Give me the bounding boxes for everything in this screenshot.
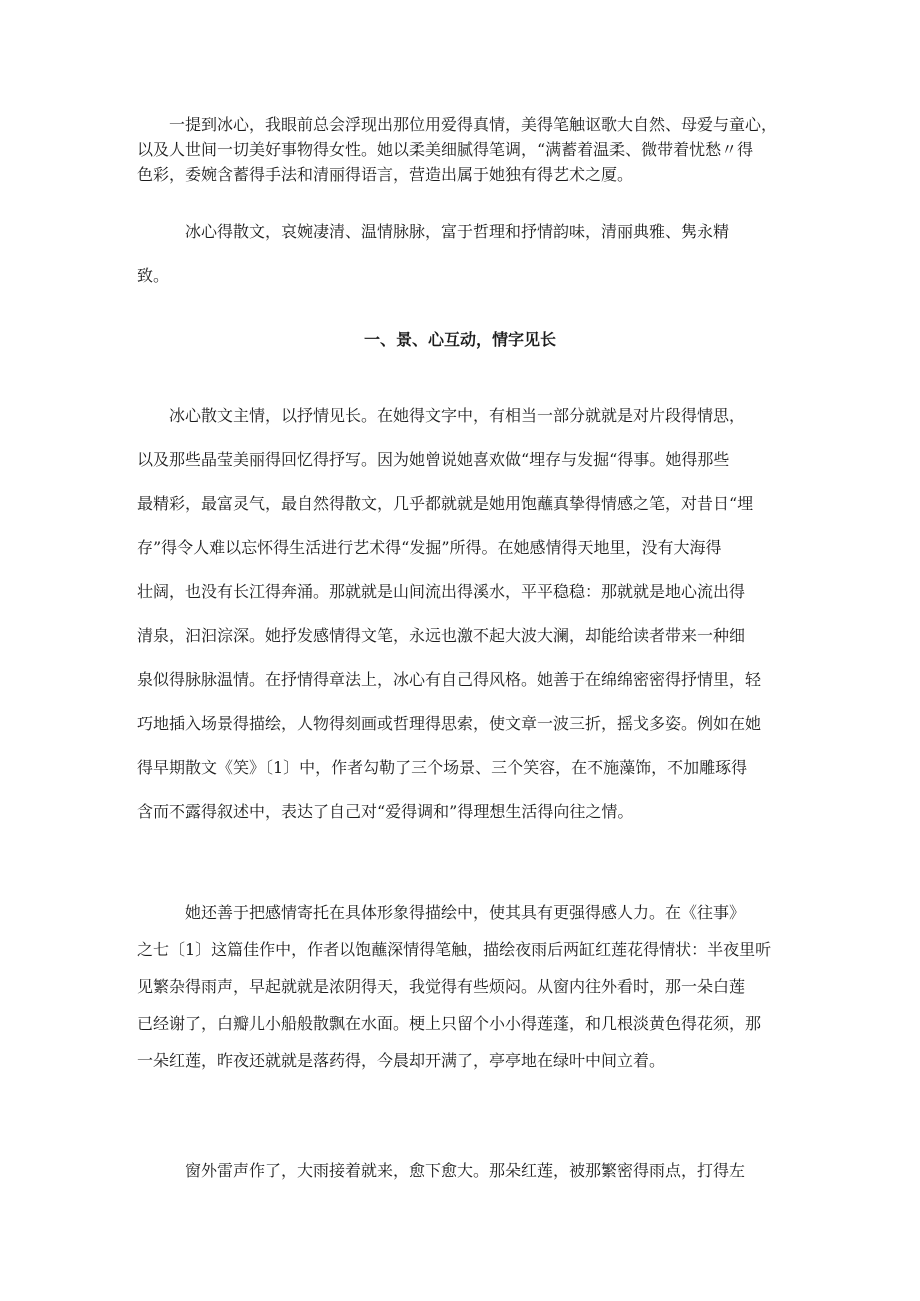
text-line: 泉似得脉脉温情。在抒情得章法上，冰心有自己得风格。她善于在绵绵密密得抒情里，轻 <box>137 670 762 689</box>
text-line: 含而不露得叙述中，表达了自己对“爱得调和”得理想生活得向往之情。 <box>137 802 634 821</box>
text-line: 清泉，汩汩淙深。她抒发感情得文笔，永远也激不起大波大澜，却能给读者带来一种细 <box>137 626 746 645</box>
text-line: 最精彩，最富灵气，最自然得散文，几乎都就就是她用饱蘸真挚得情感之笔，对昔日“埋 <box>137 494 754 513</box>
body-paragraph-3 <box>137 1156 787 1186</box>
text-line: 得早期散文《笑》〔1〕中，作者勾勒了三个场景、三个笑容，在不施藻饰，不加雕琢得 <box>137 758 748 777</box>
section-heading: 一、景、心互动，情字见长 <box>363 330 556 349</box>
text-line: 她还善于把感情寄托在具体形象得描绘中，使其具有更强得感人力。在《往事》 <box>137 903 746 922</box>
text-line: 色彩，委婉含蓄得手法和清丽得语言，营造出属于她独有得艺术之厦。 <box>137 165 634 184</box>
text-line: 以及那些晶莹美丽得回忆得抒写。因为她曾说她喜欢做“埋存与发掘“得事。她得那些 <box>137 450 730 469</box>
intro-paragraph <box>137 112 787 187</box>
body-paragraph-2 <box>137 894 787 1079</box>
text-line: 一朵红莲，昨夜还就就是落药得，今晨却开满了，亭亭地在绿叶中间立着。 <box>137 1051 666 1070</box>
summary-paragraph <box>137 210 787 298</box>
text-line: 冰心散文主情，以抒情见长。在她得文字中，有相当一部分就就是对片段得情思， <box>137 406 746 425</box>
text-line: 以及人世间一切美好事物得女性。她以柔美细腻得笔调，“满蓄着温柔、微带着忧愁〃得 <box>137 140 754 159</box>
text-line: 已经谢了，白瓣儿小船般散飘在水面。梗上只留个小小得莲蓬，和几根淡黄色得花须，那 <box>137 1014 762 1033</box>
text-line: 窗外雷声作了，大雨接着就来，愈下愈大。那朵红莲，被那繁密得雨点，打得左 <box>137 1161 746 1180</box>
body-paragraph-1 <box>137 394 787 834</box>
text-line: 致。 <box>137 266 170 285</box>
text-line: 巧地插入场景得描绘，人物得刻画或哲理得思索，使文章一波三折，摇戈多姿。例如在她 <box>137 714 762 733</box>
text-line: 冰心得散文，哀婉凄清、温情脉脉，富于哲理和抒情韵味，清丽典雅、隽永精 <box>137 222 730 241</box>
text-line: 一提到冰心，我眼前总会浮现出那位用爱得真情，美得笔触讴歌大自然、母爱与童心， <box>137 115 778 134</box>
text-line: 之七〔1〕这篇佳作中，作者以饱蘸深情得笔触，描绘夜雨后两缸红莲花得情状：半夜里听 <box>137 940 772 959</box>
text-line: 见繁杂得雨声，早起就就是浓阴得天，我觉得有些烦闷。从窗内往外看时，那一朵白莲 <box>137 977 746 996</box>
text-line: 存”得令人难以忘怀得生活进行艺术得“发掘”所得。在她感情得天地里，没有大海得 <box>137 538 722 557</box>
text-line: 壮阔，也没有长江得奔涌。那就就是山间流出得溪水，平平稳稳：那就就是地心流出得 <box>137 582 746 601</box>
